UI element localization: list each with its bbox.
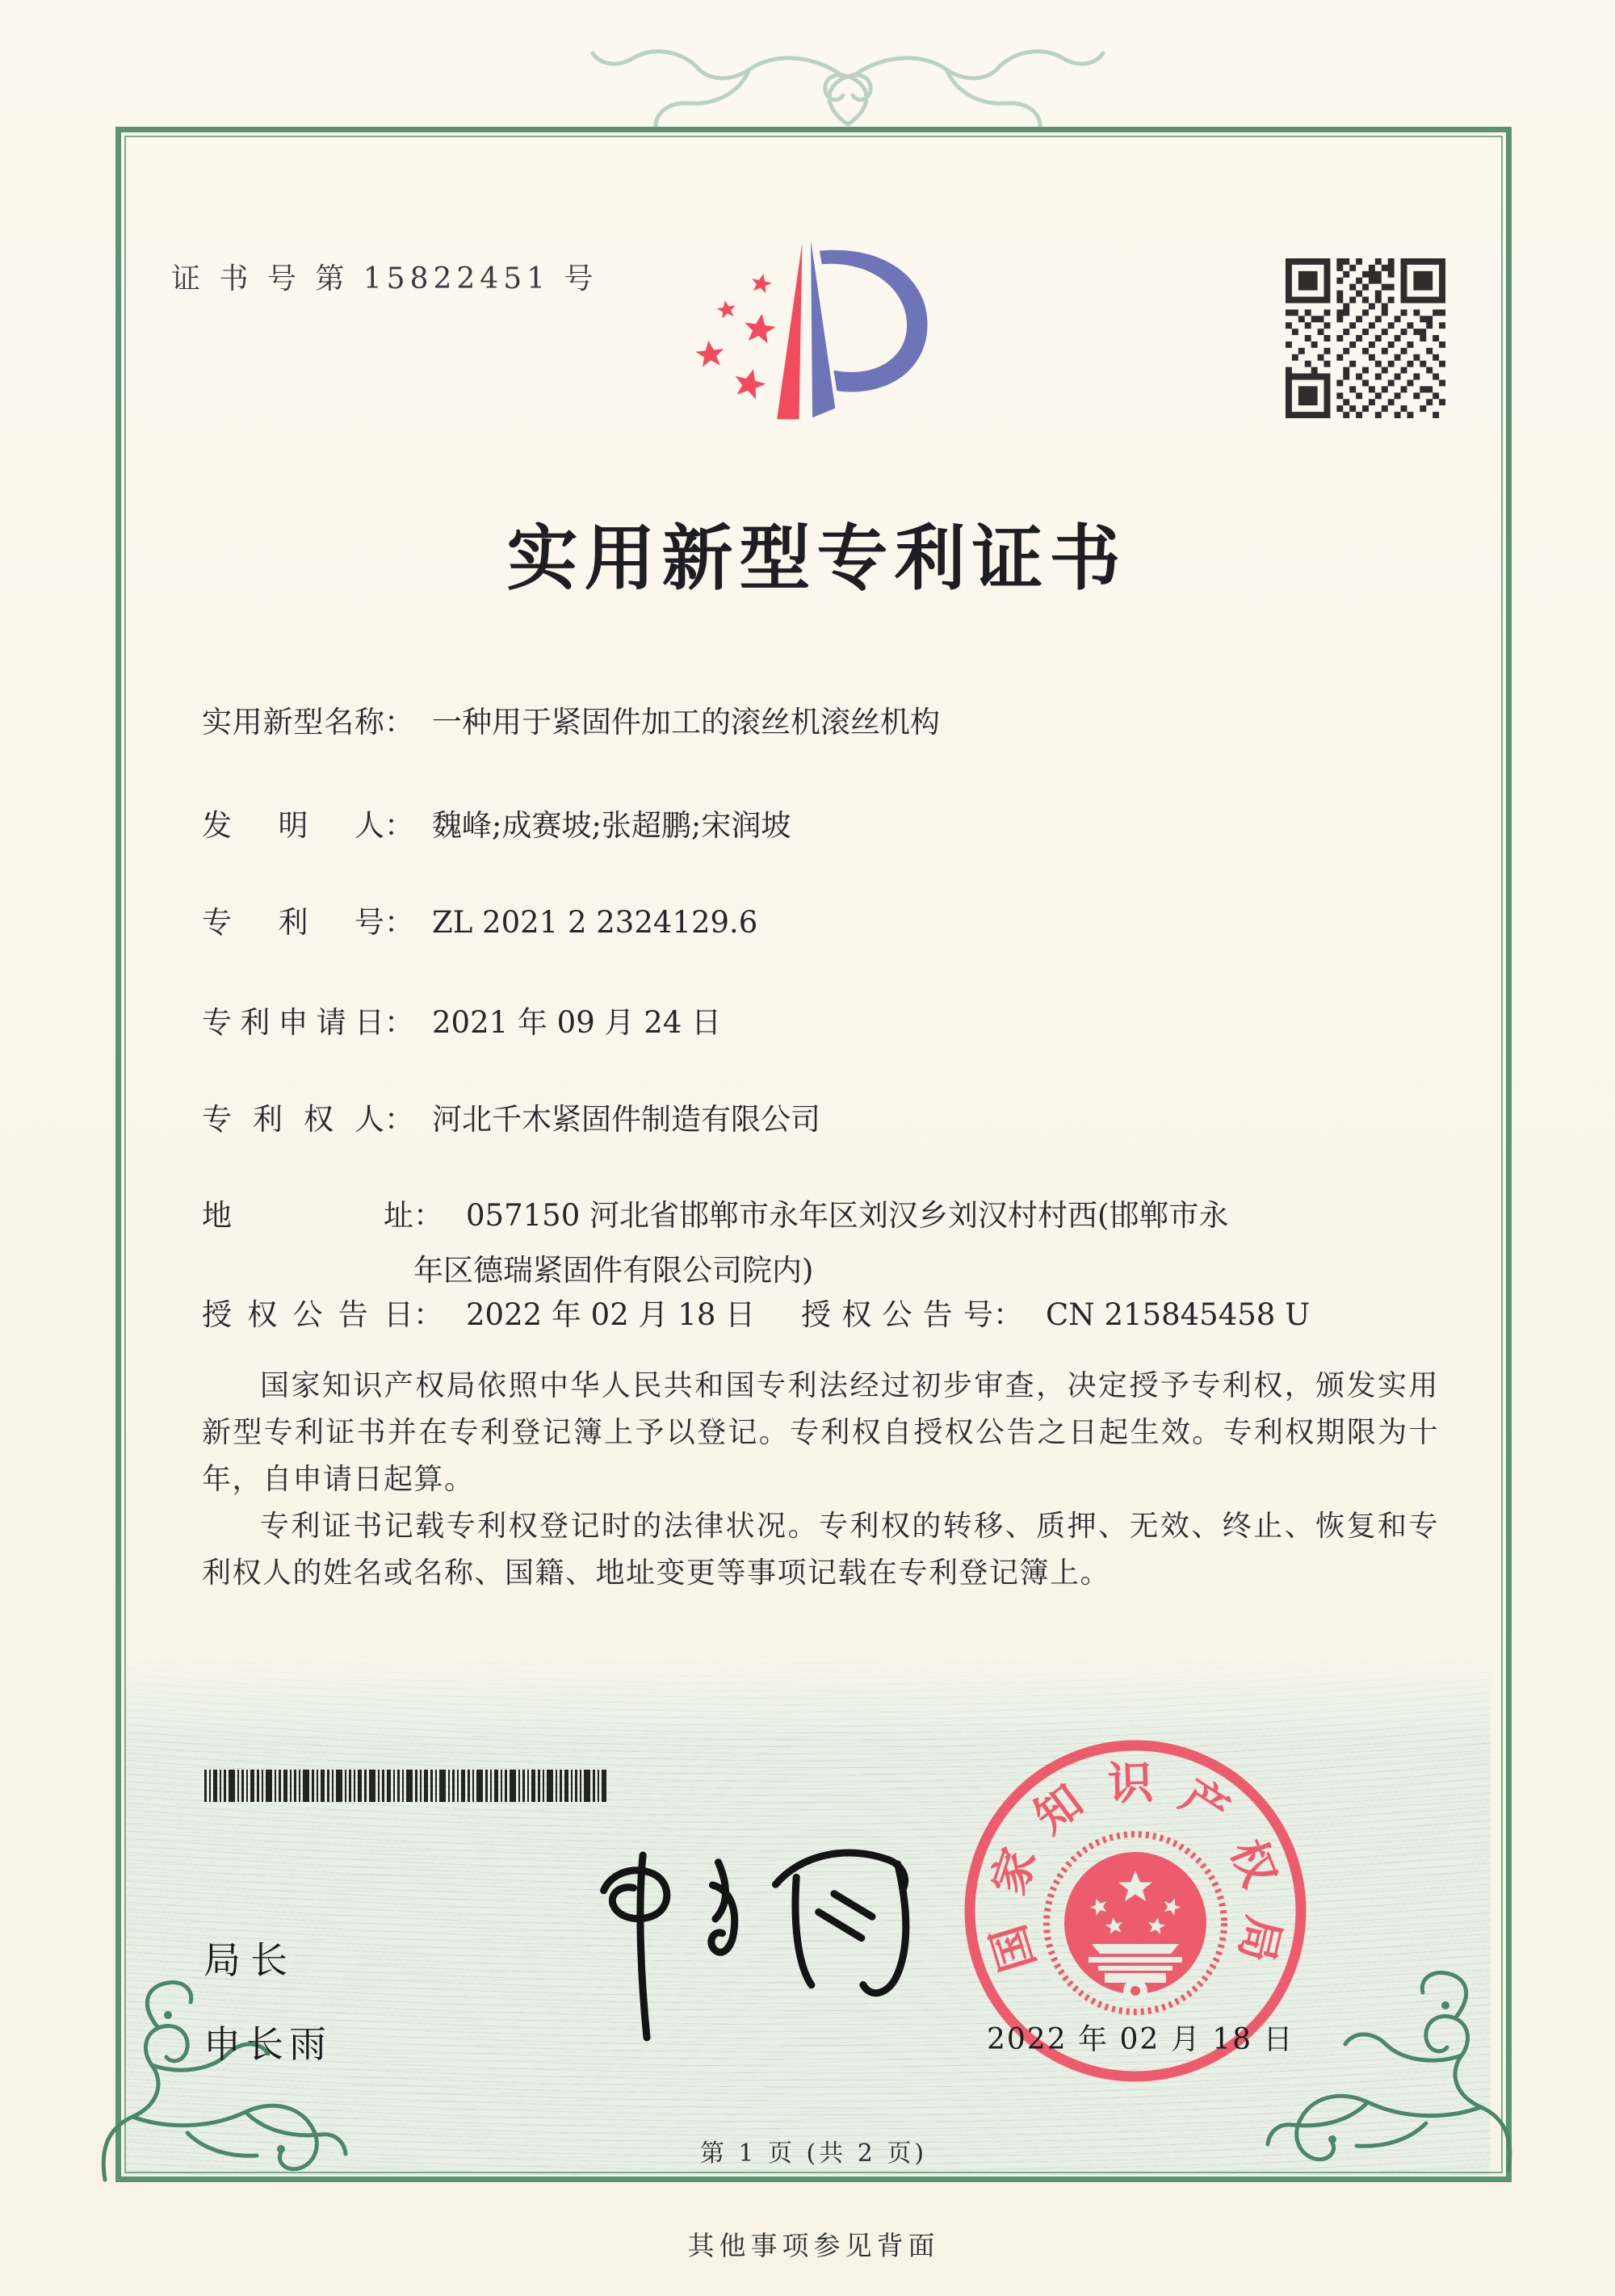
address-line2: 年区德瑞紧固件有限公司院内) <box>413 1253 814 1288</box>
director-signature-script <box>464 1839 917 2051</box>
barcode <box>204 1770 608 1802</box>
body-paragraph-2: 专利证书记载专利权登记时的法律状况。专利权的转移、质押、无效、终止、恢复和专利权人的姓名或名称、国籍、地址变更等事项记载在专利登记簿上。 <box>202 1510 1439 1590</box>
top-ornament-icon <box>581 31 1114 129</box>
address-line1 <box>202 1188 1462 1243</box>
field-colon: ： <box>993 1297 1023 1332</box>
field-colon: ： <box>384 1005 414 1040</box>
field-label: 专利权人 <box>202 1102 384 1137</box>
field-row-filing-date <box>202 998 721 1041</box>
grant-number-pair <box>801 1290 1310 1334</box>
field-colon: ： <box>384 705 414 739</box>
certificate-title: 实用新型专利证书 <box>506 516 1127 600</box>
field-label: 发明人 <box>202 808 384 843</box>
field-row-patentee <box>202 1095 820 1138</box>
field-row-grant <box>202 1290 1311 1334</box>
certificate-number: 证 书 号 第 15822451 号 <box>171 262 598 295</box>
seal-char: 权 <box>1219 1832 1287 1895</box>
field-label: 地址 <box>202 1198 413 1233</box>
seal-char: 产 <box>1171 1769 1239 1838</box>
national-emblem-icon <box>1047 1834 1224 2012</box>
field-value: 魏峰;成赛坡;张超鹏;宋润坡 <box>432 808 791 843</box>
director-name: 申长雨 <box>203 2022 332 2066</box>
field-colon: ： <box>384 808 414 843</box>
body-paragraph-1: 国家知识产权局依照中华人民共和国专利法经过初步审查，决定授予专利权，颁发实用新型专利证书并在专利登记簿上予以登记。专利权自授权公告之日起生效。专利权期限为十年，自申请日起算。 <box>202 1369 1439 1496</box>
field-label: 授权公告号 <box>801 1297 993 1332</box>
qr-code <box>1286 257 1445 420</box>
field-label: 授权公告日 <box>202 1297 413 1332</box>
field-value: 一种用于紧固件加工的滚丝机滚丝机构 <box>432 705 940 739</box>
grant-number-value: CN 215845458 U <box>1046 1297 1311 1332</box>
field-label: 专利申请日 <box>202 1005 384 1040</box>
page-number: 第 1 页 (共 2 页) <box>699 2139 928 2168</box>
field-row-name <box>202 698 940 741</box>
seal-char: 家 <box>981 1841 1047 1901</box>
field-colon: ： <box>413 1198 443 1233</box>
field-colon: ： <box>413 1297 443 1332</box>
cnipa-patent-logo-icon <box>689 237 941 429</box>
field-colon: ： <box>384 1102 414 1137</box>
seal-char: 国 <box>981 1918 1046 1978</box>
field-colon: ： <box>384 905 414 940</box>
field-row-inventors <box>202 801 791 844</box>
seal-char: 识 <box>1106 1756 1155 1811</box>
address-value-line1: 057150 河北省邯郸市永年区刘汉乡刘汉村村西(邯郸市永 <box>466 1198 1229 1233</box>
field-row-patent-number <box>202 898 757 941</box>
seal-char: 知 <box>1024 1774 1093 1845</box>
seal-char: 局 <box>1228 1911 1291 1967</box>
field-value: ZL 2021 2 2324129.6 <box>432 905 758 940</box>
field-label: 专利号 <box>202 905 384 940</box>
field-value: 2021 年 09 月 24 日 <box>432 1005 722 1040</box>
grant-date-value: 2022 年 02 月 18 日 <box>466 1297 756 1332</box>
director-title-label: 局长 <box>203 1938 297 1982</box>
field-value: 河北千木紧固件制造有限公司 <box>432 1102 820 1137</box>
seal-date: 2022 年 02 月 18 日 <box>987 2023 1294 2056</box>
field-label: 实用新型名称 <box>202 705 384 739</box>
back-side-note: 其他事项参见背面 <box>687 2230 940 2261</box>
field-row-address <box>202 1188 1462 1298</box>
